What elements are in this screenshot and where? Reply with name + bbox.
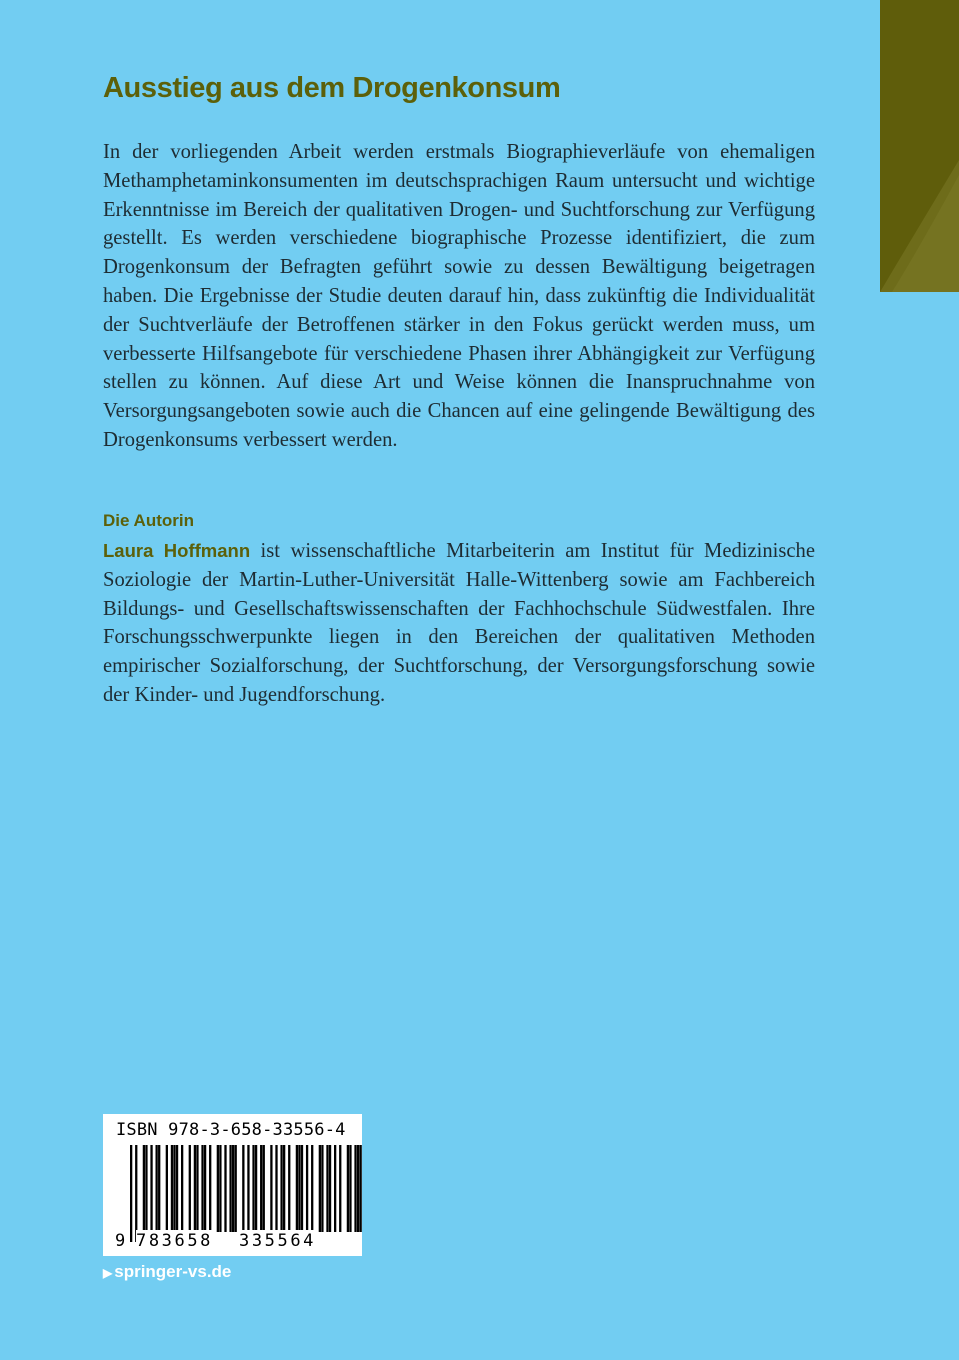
barcode-bar — [357, 1145, 359, 1232]
barcode-bar — [194, 1145, 196, 1232]
barcode-bar — [171, 1145, 173, 1232]
isbn-digit-group-2: 335564 — [239, 1231, 317, 1251]
barcode-bar — [283, 1145, 285, 1232]
publisher-link[interactable] — [103, 1262, 231, 1282]
barcode-bar — [349, 1145, 351, 1232]
barcode-bar — [280, 1145, 282, 1232]
publisher-url: springer-vs.de — [114, 1262, 232, 1281]
author-name: Laura Hoffmann — [103, 540, 251, 561]
barcode-bar — [301, 1145, 303, 1232]
barcode-bar — [135, 1145, 137, 1242]
barcode-bar — [158, 1145, 160, 1232]
barcode-bar — [156, 1145, 158, 1232]
barcode-bar — [176, 1145, 178, 1232]
barcode-bar — [209, 1145, 211, 1232]
barcode-bar — [360, 1145, 362, 1232]
barcode-bar — [219, 1145, 221, 1232]
corner-curve-shape — [880, 0, 959, 292]
barcode-bar — [232, 1145, 234, 1232]
isbn-barcode — [103, 1114, 362, 1256]
barcode-bar — [217, 1145, 219, 1232]
author-bio — [103, 537, 815, 710]
book-description: In der vorliegenden Arbeit werden erstmals Biographieverläufe von ehemaligen Methamphetaminkonsumenten im deutschsprachigen Raum untersucht und wichtige Erkenntnisse im Bereich der qualitativen Drogen- und Suchtforschung zur Verfügung gestellt. Es werden verschiedene biographische Prozesse identifiziert, die zum Drogenkonsum der Befragten geführt sowie zu dessen Bewältigung beigetragen haben. Die Ergebnisse der Studie deuten darauf hin, dass zukünftig die Individualität der Suchtverläufe der Betroffenen stärker in den Fokus gerückt werden muss, um verbesserte Hilfsangebote für verschiedene Phasen ihrer Abhängigkeit zur Verfügung stellen zu können. Auf diese Art und Weise können die Inanspruchnahme von Versorgungsangeboten sowie auch die Chancen auf eine gelingende Bewältigung des Drogenkonsums verbessert werden. — [103, 141, 815, 451]
barcode-bar — [321, 1145, 323, 1232]
isbn-digit-group-1: 783658 — [136, 1231, 214, 1251]
author-bio-text: ist wissenschaftliche Mitarbeiterin am Institut für Medizinische Soziologie der Martin-Luther-Universität Halle-Wittenberg sowie am Fachbereich Bildungs- und Gesellschaftswissenschaften der Fachhochschule Südwestfalen. Ihre Forschungsschwerpunkte liegen in den Bereichen der qualitativen Methoden empirischer Sozialforschung, der Suchtforschung, der Versorgungsforschung sowie der Kinder- und Jugendforschung. — [103, 540, 815, 706]
barcode-bar — [235, 1145, 237, 1232]
isbn-label: ISBN 978-3-658-33556-4 — [116, 1120, 346, 1140]
barcode-bar — [201, 1145, 203, 1232]
barcode-bar — [306, 1145, 308, 1232]
barcode-bar — [204, 1145, 206, 1232]
barcode-bar — [247, 1145, 249, 1242]
barcode-bar — [329, 1145, 331, 1232]
barcode-bar — [288, 1145, 290, 1232]
barcode-bar — [242, 1145, 244, 1232]
barcode-bar — [196, 1145, 198, 1232]
author-heading: Die Autorin — [103, 511, 194, 530]
barcode-bar — [326, 1145, 328, 1232]
barcode-bar — [334, 1145, 336, 1232]
barcode-bar — [189, 1145, 191, 1232]
barcode-bar — [298, 1145, 300, 1232]
barcode-bar — [275, 1145, 277, 1232]
barcode-bar — [296, 1145, 298, 1232]
barcode-bar — [150, 1145, 152, 1232]
barcode-bar — [260, 1145, 262, 1232]
barcode-bar — [347, 1145, 349, 1232]
barcode-bar — [166, 1145, 168, 1232]
barcode-bar — [263, 1145, 265, 1232]
book-title: Ausstieg aus dem Drogenkonsum — [103, 72, 561, 104]
barcode-bar — [173, 1145, 175, 1232]
barcode-bar — [145, 1145, 147, 1232]
barcode-bar — [224, 1145, 226, 1232]
triangle-right-icon: ▶ — [103, 1266, 113, 1280]
isbn-digits — [103, 1230, 362, 1254]
barcode-bar — [354, 1145, 356, 1232]
barcode-bar — [319, 1145, 321, 1232]
barcode-bar — [252, 1145, 254, 1242]
barcode-bar — [339, 1145, 341, 1232]
decorative-corner-block — [880, 0, 959, 292]
isbn-first-digit: 9 — [115, 1231, 126, 1251]
barcode-bar — [311, 1145, 313, 1232]
barcode-bar — [229, 1145, 231, 1232]
barcode-bar — [130, 1145, 132, 1242]
barcode-bar — [143, 1145, 145, 1232]
barcode-bar — [255, 1145, 257, 1232]
barcode-bar — [181, 1145, 183, 1232]
barcode-bar — [270, 1145, 272, 1232]
